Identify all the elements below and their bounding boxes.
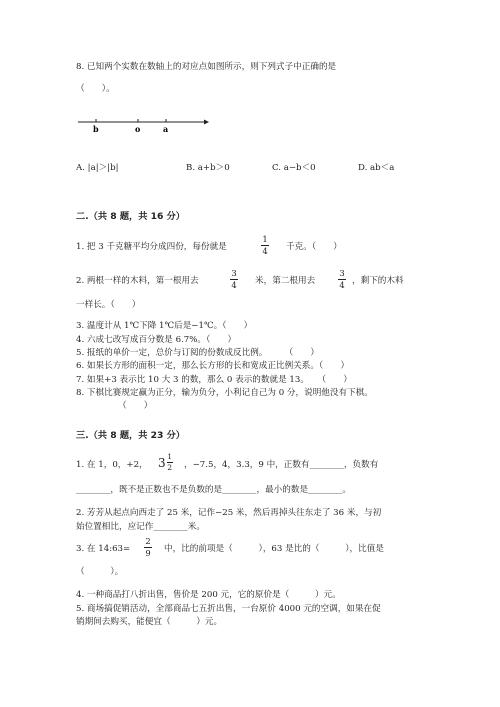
number-line bbox=[76, 113, 210, 133]
s3-q1-before: 1. 在 1，0，+2， bbox=[76, 460, 148, 470]
s2-q2-after: ，剩下的木料 bbox=[352, 276, 404, 286]
fraction-denominator: 4 bbox=[262, 246, 268, 257]
s2-q2-middle: 米，第二根用去 bbox=[255, 276, 316, 286]
s3-q1-line2: ________，既不是正数也不是负数的是________，最小的数是________。 bbox=[76, 485, 352, 495]
fraction-denominator: 2 bbox=[167, 463, 173, 473]
q8-stem: 8. 已知两个实数在数轴上的对应点如图所示，则下列式子中正确的是 bbox=[76, 62, 337, 72]
fraction-numerator: 1 bbox=[262, 234, 268, 244]
s3-q1-mixed-number bbox=[158, 453, 173, 473]
s2-q6: 6. 如果长方形的面积一定，那么长方形的长和宽成正比例关系。（ ） bbox=[76, 361, 350, 371]
fraction-numerator: 3 bbox=[231, 268, 237, 278]
s2-q8-line2: （ ） bbox=[118, 401, 153, 411]
s2-q4: 4. 六成七改写成百分数是 6.7%。（ ） bbox=[76, 335, 237, 345]
section2-title: 二.（共 8 题，共 16 分） bbox=[76, 211, 185, 222]
q8-option-b: B. a+b＞0 bbox=[186, 163, 230, 173]
axis-label-a: a bbox=[163, 124, 169, 133]
s2-q2-line2: 一样长。（ ） bbox=[76, 300, 141, 310]
mixed-whole: 3 bbox=[158, 455, 166, 470]
s2-q8-line1: 8. 下棋比赛规定赢为正分，输为负分，小利记自己为 0 分，说明他没有下棋。 bbox=[76, 388, 373, 398]
q8-blank: （ ）。 bbox=[76, 84, 115, 94]
s3-q3-before: 3. 在 14:63= bbox=[76, 544, 131, 554]
axis-label-o: o bbox=[135, 124, 141, 133]
section3-title: 三.（共 8 题，共 23 分） bbox=[76, 430, 185, 441]
s3-q3-fraction bbox=[144, 537, 152, 558]
fraction-denominator: 4 bbox=[339, 280, 345, 291]
fraction-denominator: 9 bbox=[145, 548, 151, 559]
s2-q2-before: 2. 两根一样的木料，第一根用去 bbox=[76, 276, 199, 286]
s2-q2-fraction-2 bbox=[338, 269, 346, 290]
s2-q7: 7. 如果+3 表示比 10 大 3 的数，那么 0 表示的数就是 13。 （ ） bbox=[76, 375, 352, 385]
s3-q5-line1: 5. 商场搞促销活动，全部商品七五折出售，一台原价 4000 元的空调，如果在促 bbox=[76, 604, 381, 614]
s2-q5: 5. 报纸的单价一定，总价与订阅的份数成反比例。 （ ） bbox=[76, 348, 319, 358]
fraction-denominator: 4 bbox=[231, 280, 237, 291]
s2-q1-fraction bbox=[261, 235, 269, 256]
s2-q1-before: 1. 把 3 千克糖平均分成四份，每份就是 bbox=[76, 242, 227, 252]
s3-q3-line2: （ ）。 bbox=[76, 567, 124, 577]
s2-q1-after: 千克。（ ） bbox=[286, 242, 342, 252]
s3-q5-line2: 销期间去购买，能便宜（ ）元。 bbox=[76, 617, 223, 627]
fraction-numerator: 3 bbox=[339, 268, 345, 278]
s3-q3-after: 中，比的前项是（ ），63 是比的（ ），比值是 bbox=[164, 544, 384, 554]
s2-q3: 3. 温度计从 1℃下降 1℃后是−1℃。（ ） bbox=[76, 321, 253, 331]
fraction-numerator: 1 bbox=[167, 452, 173, 461]
s2-q2-fraction-1 bbox=[230, 269, 238, 290]
q8-option-c: C. a−b＜0 bbox=[272, 163, 316, 173]
s3-q1-after: ，−7.5，4，3.3，9 中，正数有________，负数有 bbox=[184, 460, 379, 470]
s3-q2-line2: 始位置相比，应记作________米。 bbox=[76, 522, 205, 532]
s3-q4: 4. 一种商品打八折出售，售价是 200 元，它的原价是（ ）元。 bbox=[76, 590, 341, 600]
q8-option-d: D. ab＜a bbox=[358, 163, 395, 173]
q8-option-a: A. |a|＞|b| bbox=[76, 163, 119, 173]
s3-q2-line1: 2. 芳芳从起点向西走了 25 米，记作−25 米，然后再掉头往东走了 36 米，与初 bbox=[76, 508, 382, 518]
fraction-numerator: 2 bbox=[145, 536, 151, 546]
axis-label-b: b bbox=[93, 124, 99, 133]
